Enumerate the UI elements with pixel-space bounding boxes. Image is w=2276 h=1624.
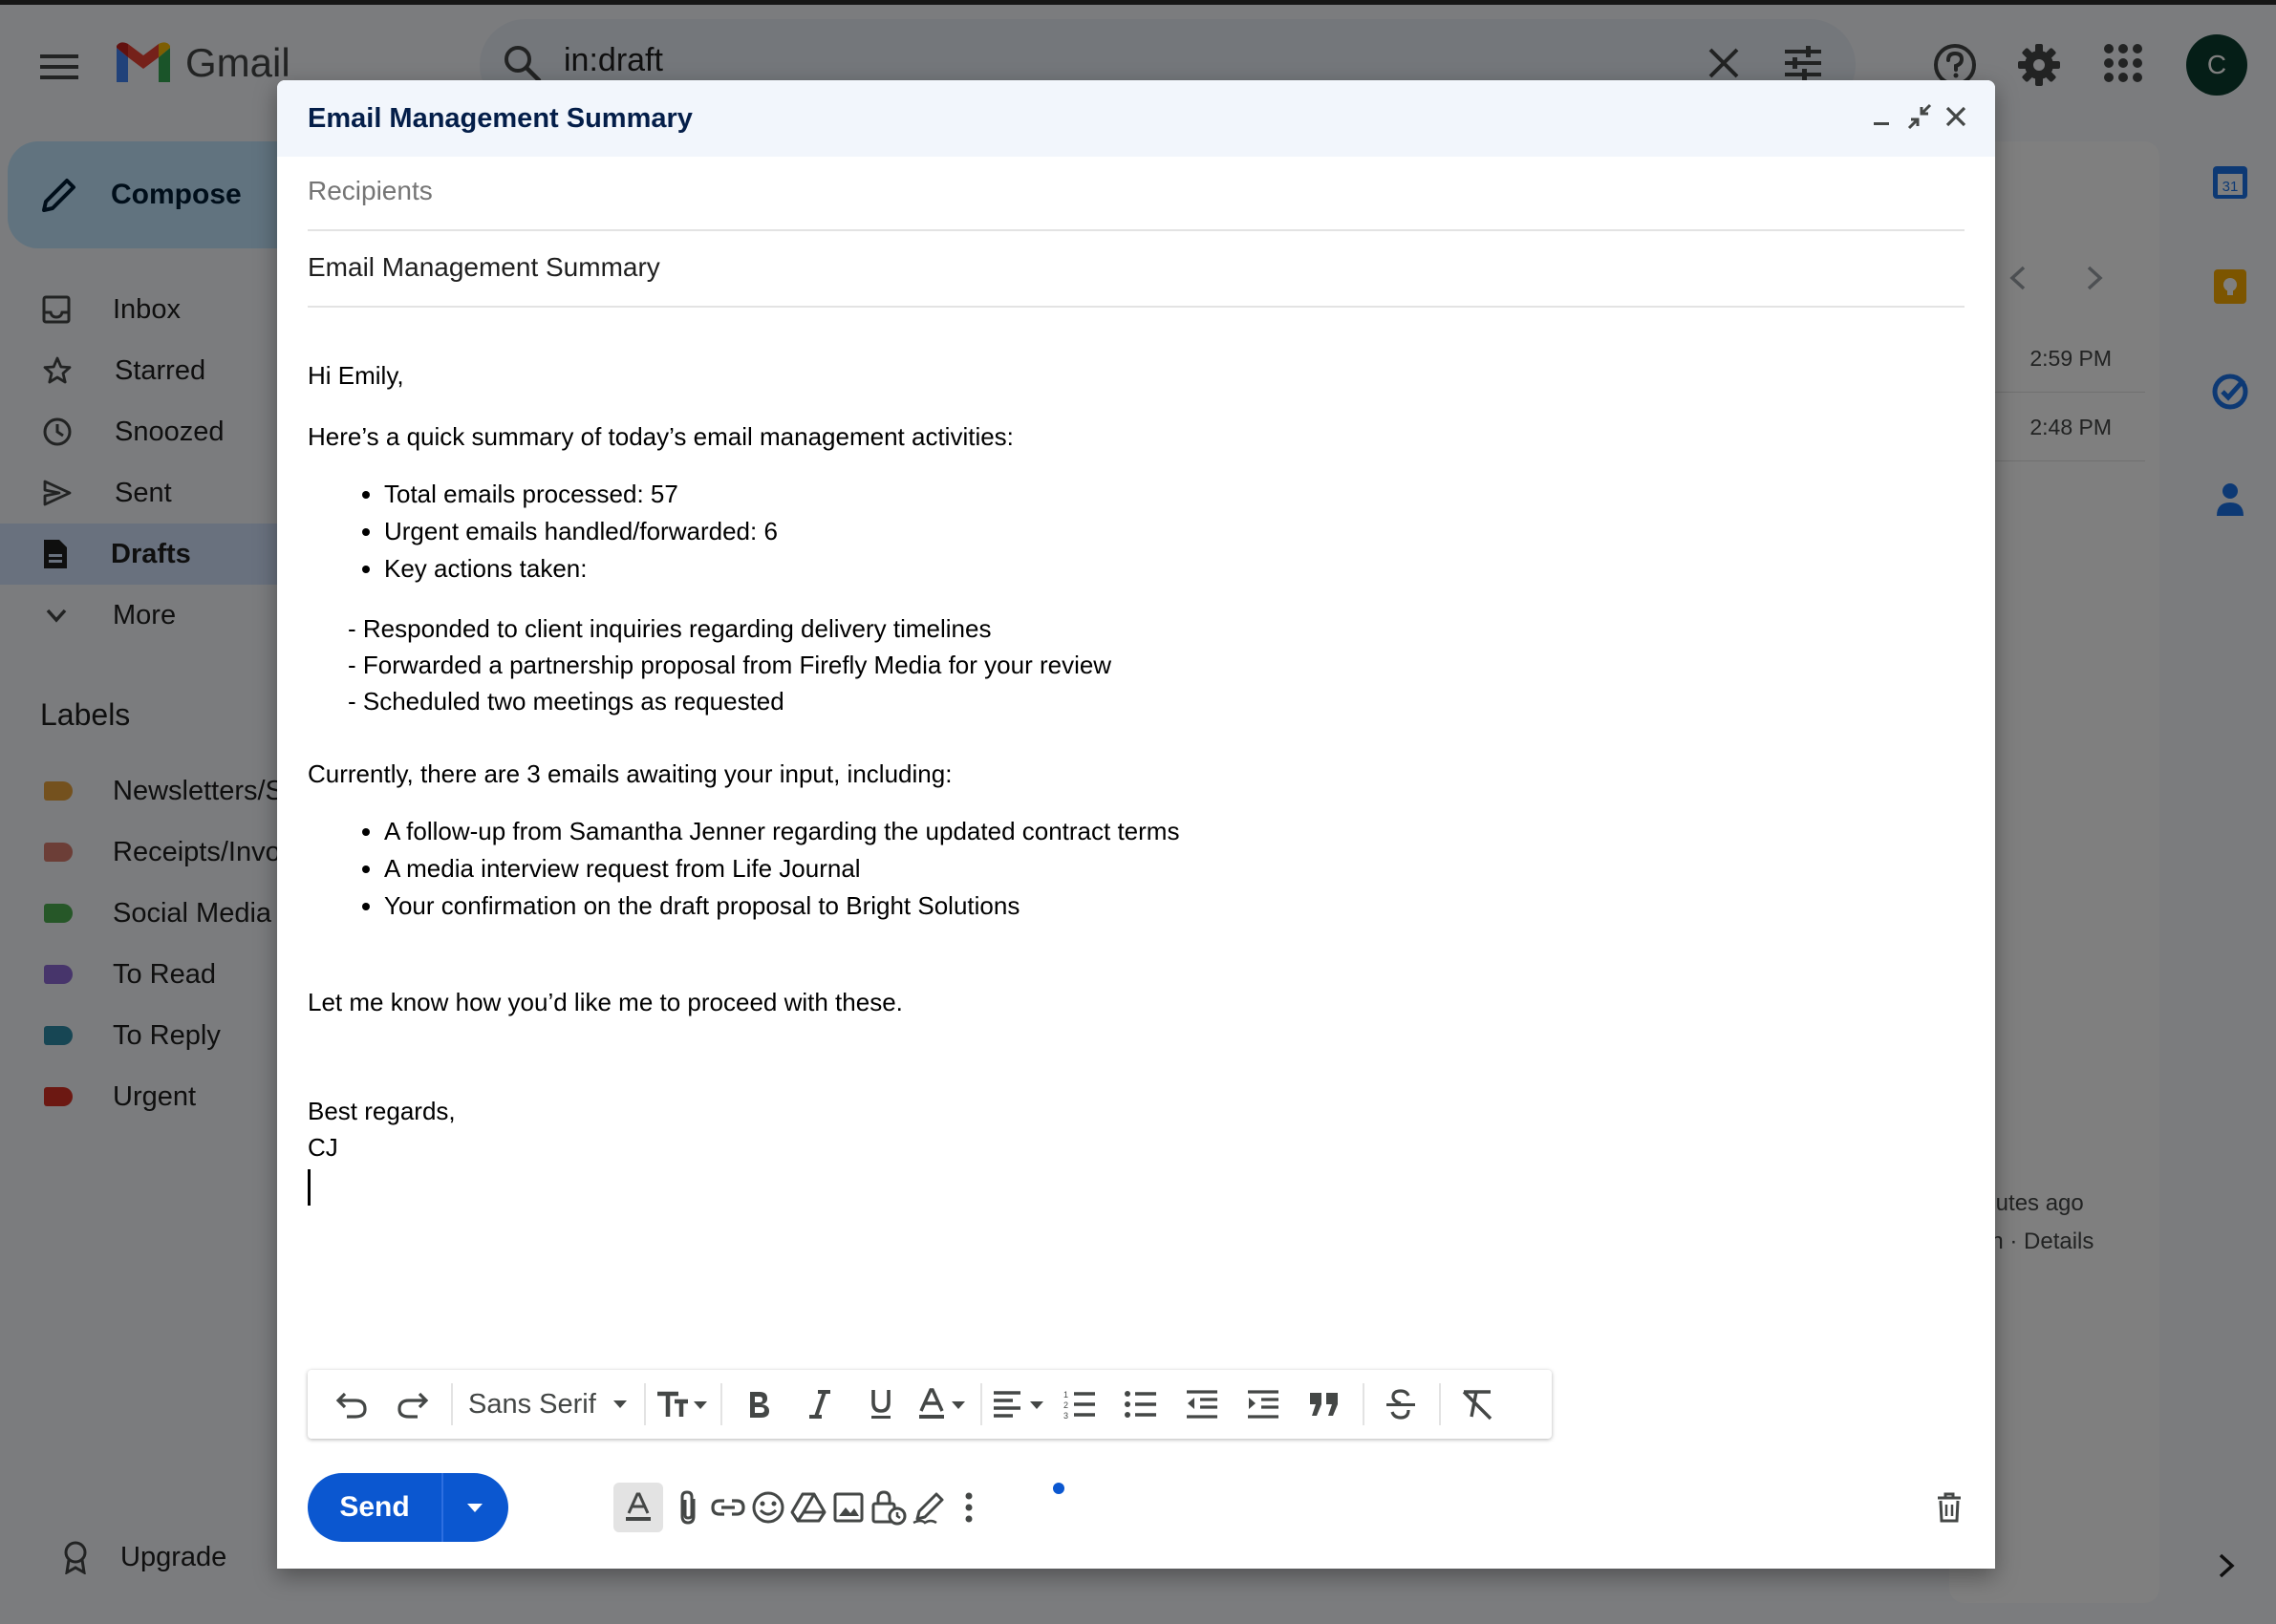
body-greeting: Hi Emily, bbox=[308, 361, 404, 390]
minimize-icon[interactable] bbox=[1867, 101, 1896, 132]
summary-list bbox=[308, 476, 1965, 588]
recipients-field[interactable]: Recipients bbox=[308, 176, 1965, 231]
body-intro: Here’s a quick summary of today’s email management activities: bbox=[308, 422, 1014, 451]
undo-icon[interactable] bbox=[325, 1378, 378, 1431]
body-awaiting-intro: Currently, there are 3 emails awaiting your input, including: bbox=[308, 759, 953, 788]
redo-icon[interactable] bbox=[386, 1378, 440, 1431]
subject-field[interactable]: Email Management Summary bbox=[308, 252, 1965, 308]
list-item: - Scheduled two meetings as requested bbox=[348, 687, 784, 716]
formatting-options-icon[interactable] bbox=[613, 1483, 663, 1532]
exit-fullscreen-icon[interactable] bbox=[1905, 101, 1934, 132]
toolbar-divider bbox=[644, 1383, 646, 1425]
actions-list bbox=[308, 610, 1965, 719]
numbered-list-icon[interactable] bbox=[1053, 1378, 1106, 1431]
list-item: • Urgent emails handled/forwarded: 6 bbox=[384, 513, 1965, 550]
body-signature: CJ bbox=[308, 1133, 338, 1162]
list-item: • Your confirmation on the draft proposal to Bright Solutions bbox=[384, 887, 1965, 925]
caret-down-icon bbox=[465, 1502, 484, 1513]
toolbar-divider bbox=[1363, 1383, 1364, 1425]
formatting-toolbar bbox=[308, 1370, 1552, 1439]
new-feature-dot bbox=[1053, 1483, 1064, 1494]
strikethrough-icon[interactable] bbox=[1374, 1378, 1428, 1431]
remove-formatting-icon[interactable] bbox=[1450, 1378, 1504, 1431]
close-icon[interactable] bbox=[1942, 101, 1970, 132]
list-item: • A media interview request from Life Journal bbox=[384, 850, 1965, 887]
font-family-select[interactable] bbox=[462, 1378, 633, 1431]
body-closing-question: Let me know how you’d like me to proceed with these. bbox=[308, 988, 903, 1016]
compose-title: Email Management Summary bbox=[308, 103, 693, 134]
svg-text:3: 3 bbox=[1063, 1411, 1068, 1420]
svg-text:2: 2 bbox=[1063, 1400, 1068, 1410]
awaiting-list bbox=[308, 813, 1965, 925]
align-icon[interactable] bbox=[992, 1378, 1045, 1431]
toolbar-divider bbox=[1439, 1383, 1441, 1425]
list-item: - Responded to client inquiries regarding delivery timelines bbox=[348, 614, 992, 643]
list-item: • A follow-up from Samantha Jenner regarding the updated contract terms bbox=[384, 813, 1965, 850]
compose-header bbox=[277, 80, 1995, 157]
list-item: • Key actions taken: bbox=[384, 550, 1965, 588]
toolbar-divider bbox=[451, 1383, 453, 1425]
discard-draft-icon[interactable] bbox=[1924, 1483, 1974, 1532]
toolbar-divider bbox=[720, 1383, 722, 1425]
bulleted-list-icon[interactable] bbox=[1114, 1378, 1168, 1431]
font-size-icon[interactable] bbox=[655, 1378, 709, 1431]
dropdown-arrow-icon bbox=[613, 1400, 627, 1408]
more-options-icon[interactable] bbox=[944, 1483, 994, 1532]
indent-more-icon[interactable] bbox=[1236, 1378, 1290, 1431]
quote-icon[interactable] bbox=[1298, 1378, 1351, 1431]
send-button[interactable]: Send bbox=[308, 1473, 443, 1542]
bold-icon[interactable] bbox=[732, 1378, 785, 1431]
list-item: • Total emails processed: 57 bbox=[384, 476, 1965, 513]
text-cursor bbox=[308, 1169, 311, 1206]
italic-icon[interactable] bbox=[793, 1378, 847, 1431]
indent-less-icon[interactable] bbox=[1175, 1378, 1229, 1431]
list-item: - Forwarded a partnership proposal from Firefly Media for your review bbox=[348, 651, 1112, 679]
body-signoff: Best regards, bbox=[308, 1097, 456, 1125]
send-button-group bbox=[308, 1473, 508, 1542]
text-color-icon[interactable] bbox=[915, 1378, 969, 1431]
underline-icon[interactable] bbox=[854, 1378, 908, 1431]
svg-text:1: 1 bbox=[1063, 1390, 1068, 1400]
toolbar-divider bbox=[980, 1383, 982, 1425]
message-body[interactable] bbox=[308, 357, 1965, 1165]
schedule-send-options-button[interactable] bbox=[443, 1473, 506, 1542]
compose-dialog bbox=[277, 80, 1995, 1569]
font-family-value: Sans Serif bbox=[468, 1388, 596, 1420]
